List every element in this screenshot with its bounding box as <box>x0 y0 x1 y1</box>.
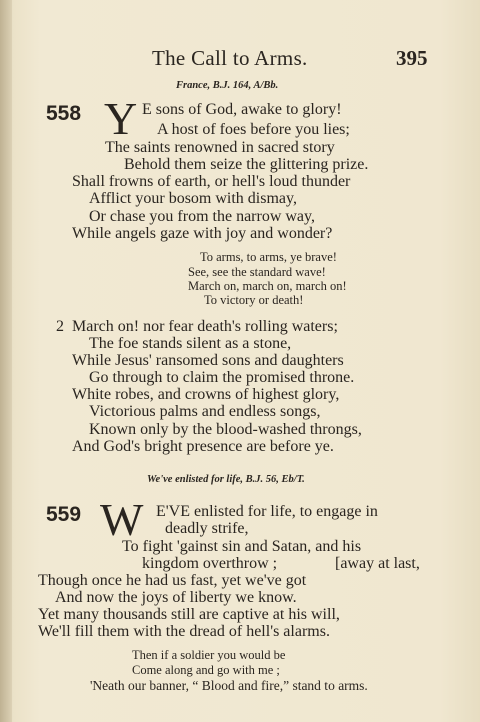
hymn-559-v1-line: Yet many thousands still are captive at his will, <box>38 606 340 623</box>
hymn-559-v1-line: To fight 'gainst sin and Satan, and his <box>122 538 362 555</box>
hymn-558-chorus-line: March on, march on, march on! <box>188 279 347 293</box>
hymn-558-chorus-line: To arms, to arms, ye brave! <box>200 250 337 264</box>
hymn-558-chorus-line: To victory or death! <box>204 293 304 307</box>
hymn-558-v1-line: Behold them seize the glittering prize. <box>124 156 369 173</box>
hymn-559-v1-line: Though once he had us fast, yet we've got <box>38 572 307 589</box>
book-spine-shadow <box>0 0 12 722</box>
page-title: The Call to Arms. <box>152 46 308 70</box>
hymn-559-tune: We've enlisted for life, B.J. 56, Eb/T. <box>147 474 305 485</box>
hymn-558-v2-line: White robes, and crowns of highest glory, <box>72 386 340 403</box>
hymn-558-v1-line: The saints renowned in sacred story <box>105 139 335 156</box>
hymn-559-dropcap: W <box>100 494 144 545</box>
hymn-558-number: 558 <box>46 102 82 125</box>
hymn-558-chorus-line: See, see the standard wave! <box>188 265 326 279</box>
hymn-558-v2-line: Go through to claim the promised throne. <box>89 369 355 386</box>
hymn-558-verse-number: 2 <box>56 318 64 335</box>
hymn-559-v1-line: E'VE enlisted for life, to engage in <box>156 503 378 520</box>
hymn-559-v1-line: And now the joys of liberty we know. <box>55 589 297 606</box>
hymn-559-v1-line: We'll fill them with the dread of hell's alarms. <box>38 623 330 640</box>
hymn-558-tune: France, B.J. 164, A/Bb. <box>176 80 279 91</box>
page-number: 395 <box>396 46 428 70</box>
hymn-558-v2-line: March on! nor fear death's rolling waters; <box>72 318 338 335</box>
hymn-558-v2-line: And God's bright presence are before ye. <box>72 438 334 455</box>
hymn-558-v1-line: While angels gaze with joy and wonder? <box>72 225 333 242</box>
hymn-558-v1-line: Afflict your bosom with dismay, <box>89 190 297 207</box>
hymn-559-v1-line: kingdom overthrow ; <box>142 555 278 572</box>
hymn-559-chorus-line: 'Neath our banner, “ Blood and fire,” stand to arms. <box>90 678 368 693</box>
hymn-559-number: 559 <box>46 503 82 526</box>
hymn-558-v1-line: Shall frowns of earth, or hell's loud thunder <box>72 173 351 190</box>
hymn-558-dropcap: Y <box>104 93 138 144</box>
hymn-559-chorus-line: Then if a soldier you would be <box>132 648 286 662</box>
hymn-558-v1-line: E sons of God, awake to glory! <box>142 101 342 118</box>
hymn-558-v2-line: The foe stands silent as a stone, <box>89 335 292 352</box>
hymn-559-v1-line: deadly strife, <box>165 520 249 537</box>
hymn-558-v1-line: Or chase you from the narrow way, <box>89 208 315 225</box>
hymn-558-v2-line: While Jesus' ransomed sons and daughters <box>72 352 344 369</box>
hymn-559-chorus-line: Come along and go with me ; <box>132 663 280 677</box>
hymn-559-v1-line: [away at last, <box>335 555 420 572</box>
hymn-558-v1-line: A host of foes before you lies; <box>157 121 350 138</box>
hymn-558-v2-line: Known only by the blood-washed throngs, <box>89 421 362 438</box>
hymn-558-v2-line: Victorious palms and endless songs, <box>89 403 321 420</box>
